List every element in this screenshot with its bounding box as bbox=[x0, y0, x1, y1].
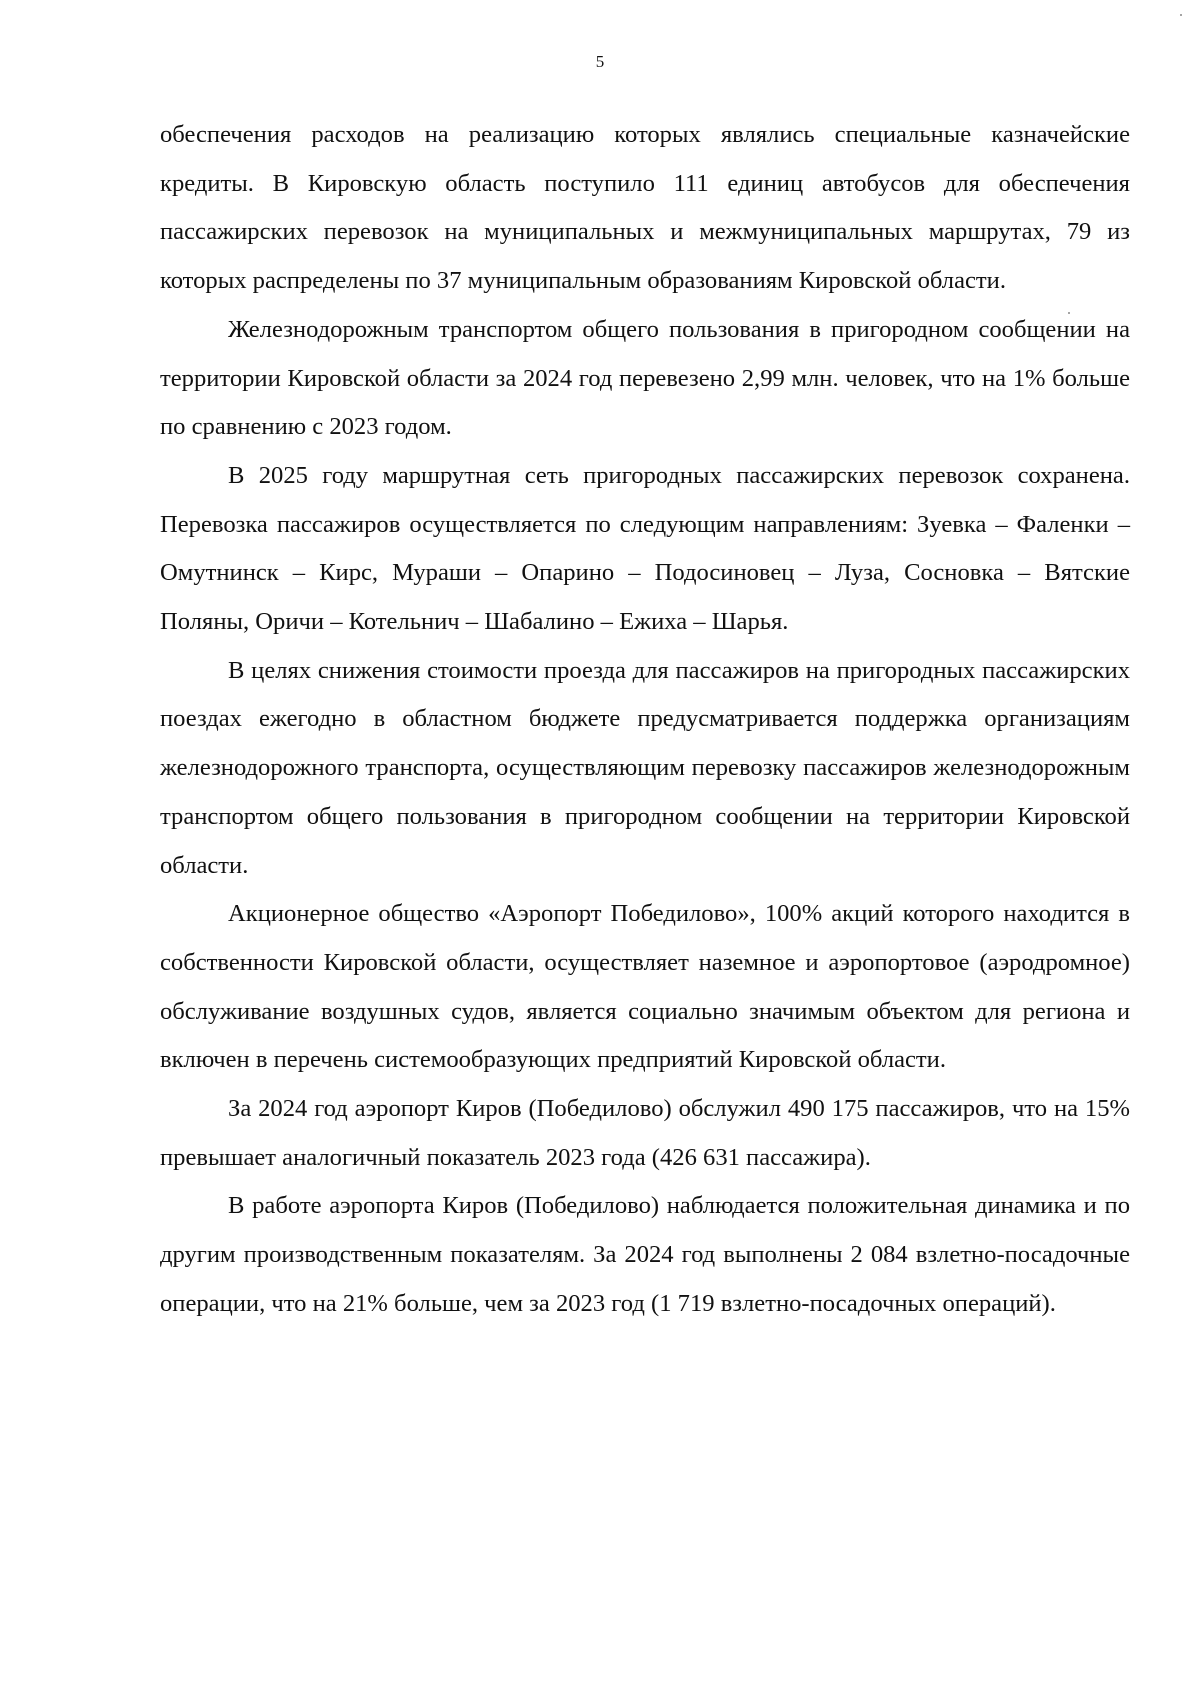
paragraph-airport-company: Акционерное общество «Аэропорт Победилово», 100% акций которого находится в собственности Кировской области, осуществляет наземное и аэропортовое (аэродромное) обслуживание воздушных судов, является социально значимым объектом для региона и включен в перечень системообразующих предприятий Кировской области. bbox=[160, 900, 1130, 1074]
paragraph-rail-transport: Железнодорожным транспортом общего пользования в пригородном сообщении на территории Кировской области за 2024 год перевезено 2,99 млн. человек, что на 1% больше по сравнению с 2023 годом. bbox=[160, 315, 1130, 441]
scan-speck bbox=[1068, 312, 1070, 314]
paragraph-airport-operations: В работе аэропорта Киров (Победилово) наблюдается положительная динамика и по другим производственным показателям. За 2024 год выполнены 2 084 взлетно-посадочные операции, что на 21% больше, чем за 2023 год (1 719 взлетно-посадочных операций). bbox=[160, 1192, 1130, 1317]
page-number: 5 bbox=[595, 52, 605, 71]
paragraph-fare-subsidy: В целях снижения стоимости проезда для пассажиров на пригородных пассажирских поездах ежегодно в областном бюджете предусматривается поддержка организациям железнодорожного транспорта, осуществляющим перевозку пассажиров железнодорожным транспортом общего пользования в пригородном сообщении на территории Кировской области. bbox=[160, 656, 1130, 879]
paragraph-airport-passengers: За 2024 год аэропорт Киров (Победилово) обслужил 490 175 пассажиров, что на 15% превышает аналогичный показатель 2023 года (426 631 пассажира). bbox=[160, 1095, 1130, 1171]
body-text bbox=[160, 111, 1130, 1329]
paragraph-bus-supply: обеспечения расходов на реализацию которых являлись специальные казначейские кредиты. В Кировскую область поступило 111 единиц автобусов для обеспечения пассажирских перевозок на муниципальных и межмуниципальных маршрутах, 79 из которых распределены по 37 муниципальным образованиям Кировской области. bbox=[160, 121, 1130, 295]
scan-speck bbox=[1180, 14, 1182, 16]
paragraph-suburban-routes: В 2025 году маршрутная сеть пригородных пассажирских перевозок сохранена. Перевозка пассажиров осуществляется по следующим направлениям: Зуевка – Фаленки – Омутнинск – Кирс, Мураши – Опарино – Подосиновец – Луза, Сосновка – Вятские Поляны, Оричи – Котельнич – Шабалино – Ежиха – Шарья. bbox=[160, 461, 1130, 636]
